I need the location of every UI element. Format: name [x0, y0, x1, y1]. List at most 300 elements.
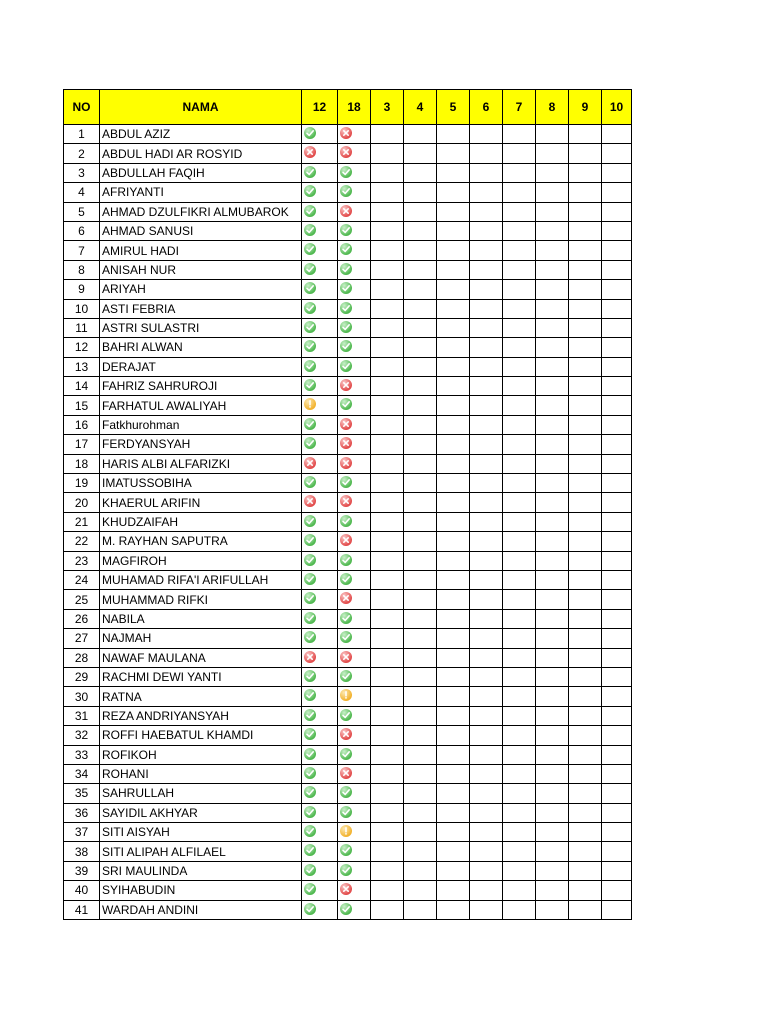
empty-cell[interactable]	[404, 357, 437, 376]
empty-cell[interactable]	[437, 764, 470, 783]
empty-cell[interactable]	[470, 667, 503, 686]
empty-cell[interactable]	[503, 609, 536, 628]
empty-cell[interactable]	[437, 163, 470, 182]
empty-cell[interactable]	[437, 551, 470, 570]
empty-cell[interactable]	[602, 512, 632, 531]
empty-cell[interactable]	[404, 881, 437, 900]
empty-cell[interactable]	[371, 396, 404, 415]
empty-cell[interactable]	[470, 299, 503, 318]
empty-cell[interactable]	[602, 144, 632, 163]
empty-cell[interactable]	[404, 183, 437, 202]
empty-cell[interactable]	[503, 241, 536, 260]
empty-cell[interactable]	[602, 318, 632, 337]
empty-cell[interactable]	[437, 183, 470, 202]
empty-cell[interactable]	[569, 764, 602, 783]
empty-cell[interactable]	[569, 493, 602, 512]
empty-cell[interactable]	[470, 648, 503, 667]
empty-cell[interactable]	[470, 784, 503, 803]
empty-cell[interactable]	[602, 338, 632, 357]
empty-cell[interactable]	[503, 183, 536, 202]
empty-cell[interactable]	[569, 125, 602, 144]
empty-cell[interactable]	[503, 900, 536, 919]
empty-cell[interactable]	[602, 823, 632, 842]
empty-cell[interactable]	[404, 842, 437, 861]
empty-cell[interactable]	[602, 648, 632, 667]
empty-cell[interactable]	[404, 454, 437, 473]
empty-cell[interactable]	[602, 784, 632, 803]
empty-cell[interactable]	[536, 493, 569, 512]
empty-cell[interactable]	[536, 163, 569, 182]
empty-cell[interactable]	[569, 861, 602, 880]
empty-cell[interactable]	[503, 396, 536, 415]
empty-cell[interactable]	[602, 532, 632, 551]
empty-cell[interactable]	[470, 842, 503, 861]
empty-cell[interactable]	[371, 803, 404, 822]
empty-cell[interactable]	[371, 764, 404, 783]
empty-cell[interactable]	[503, 667, 536, 686]
empty-cell[interactable]	[536, 512, 569, 531]
empty-cell[interactable]	[536, 784, 569, 803]
empty-cell[interactable]	[602, 474, 632, 493]
empty-cell[interactable]	[569, 357, 602, 376]
empty-cell[interactable]	[569, 842, 602, 861]
empty-cell[interactable]	[371, 357, 404, 376]
empty-cell[interactable]	[503, 493, 536, 512]
empty-cell[interactable]	[371, 512, 404, 531]
empty-cell[interactable]	[536, 318, 569, 337]
empty-cell[interactable]	[437, 221, 470, 240]
empty-cell[interactable]	[602, 299, 632, 318]
empty-cell[interactable]	[404, 803, 437, 822]
empty-cell[interactable]	[404, 163, 437, 182]
empty-cell[interactable]	[371, 493, 404, 512]
empty-cell[interactable]	[536, 144, 569, 163]
empty-cell[interactable]	[371, 706, 404, 725]
empty-cell[interactable]	[470, 590, 503, 609]
empty-cell[interactable]	[437, 338, 470, 357]
empty-cell[interactable]	[602, 396, 632, 415]
empty-cell[interactable]	[602, 764, 632, 783]
empty-cell[interactable]	[503, 512, 536, 531]
empty-cell[interactable]	[602, 609, 632, 628]
empty-cell[interactable]	[536, 803, 569, 822]
empty-cell[interactable]	[536, 648, 569, 667]
empty-cell[interactable]	[503, 629, 536, 648]
empty-cell[interactable]	[602, 435, 632, 454]
empty-cell[interactable]	[503, 590, 536, 609]
empty-cell[interactable]	[569, 474, 602, 493]
empty-cell[interactable]	[470, 823, 503, 842]
empty-cell[interactable]	[536, 435, 569, 454]
empty-cell[interactable]	[536, 551, 569, 570]
empty-cell[interactable]	[503, 474, 536, 493]
empty-cell[interactable]	[470, 338, 503, 357]
empty-cell[interactable]	[404, 629, 437, 648]
empty-cell[interactable]	[569, 590, 602, 609]
empty-cell[interactable]	[503, 687, 536, 706]
empty-cell[interactable]	[569, 338, 602, 357]
empty-cell[interactable]	[569, 706, 602, 725]
empty-cell[interactable]	[470, 221, 503, 240]
empty-cell[interactable]	[569, 318, 602, 337]
empty-cell[interactable]	[569, 241, 602, 260]
empty-cell[interactable]	[371, 726, 404, 745]
empty-cell[interactable]	[371, 570, 404, 589]
empty-cell[interactable]	[470, 357, 503, 376]
empty-cell[interactable]	[503, 260, 536, 279]
empty-cell[interactable]	[437, 629, 470, 648]
empty-cell[interactable]	[371, 318, 404, 337]
empty-cell[interactable]	[371, 784, 404, 803]
empty-cell[interactable]	[536, 299, 569, 318]
empty-cell[interactable]	[404, 784, 437, 803]
empty-cell[interactable]	[437, 435, 470, 454]
empty-cell[interactable]	[470, 803, 503, 822]
empty-cell[interactable]	[602, 881, 632, 900]
empty-cell[interactable]	[569, 551, 602, 570]
empty-cell[interactable]	[503, 377, 536, 396]
empty-cell[interactable]	[371, 183, 404, 202]
empty-cell[interactable]	[371, 532, 404, 551]
empty-cell[interactable]	[569, 900, 602, 919]
empty-cell[interactable]	[536, 570, 569, 589]
empty-cell[interactable]	[437, 590, 470, 609]
empty-cell[interactable]	[437, 861, 470, 880]
empty-cell[interactable]	[602, 415, 632, 434]
empty-cell[interactable]	[404, 221, 437, 240]
empty-cell[interactable]	[602, 842, 632, 861]
empty-cell[interactable]	[371, 435, 404, 454]
empty-cell[interactable]	[437, 144, 470, 163]
empty-cell[interactable]	[437, 377, 470, 396]
empty-cell[interactable]	[404, 687, 437, 706]
empty-cell[interactable]	[569, 299, 602, 318]
empty-cell[interactable]	[503, 648, 536, 667]
empty-cell[interactable]	[503, 280, 536, 299]
empty-cell[interactable]	[371, 648, 404, 667]
empty-cell[interactable]	[470, 512, 503, 531]
empty-cell[interactable]	[404, 493, 437, 512]
empty-cell[interactable]	[470, 454, 503, 473]
empty-cell[interactable]	[437, 125, 470, 144]
empty-cell[interactable]	[602, 726, 632, 745]
empty-cell[interactable]	[602, 163, 632, 182]
empty-cell[interactable]	[503, 435, 536, 454]
empty-cell[interactable]	[470, 377, 503, 396]
empty-cell[interactable]	[470, 318, 503, 337]
empty-cell[interactable]	[602, 687, 632, 706]
empty-cell[interactable]	[437, 609, 470, 628]
empty-cell[interactable]	[470, 241, 503, 260]
empty-cell[interactable]	[470, 493, 503, 512]
empty-cell[interactable]	[371, 377, 404, 396]
empty-cell[interactable]	[602, 183, 632, 202]
empty-cell[interactable]	[503, 842, 536, 861]
empty-cell[interactable]	[404, 144, 437, 163]
empty-cell[interactable]	[503, 144, 536, 163]
empty-cell[interactable]	[569, 726, 602, 745]
empty-cell[interactable]	[536, 861, 569, 880]
empty-cell[interactable]	[503, 861, 536, 880]
empty-cell[interactable]	[404, 609, 437, 628]
empty-cell[interactable]	[470, 745, 503, 764]
empty-cell[interactable]	[536, 726, 569, 745]
empty-cell[interactable]	[536, 823, 569, 842]
empty-cell[interactable]	[437, 299, 470, 318]
empty-cell[interactable]	[371, 823, 404, 842]
empty-cell[interactable]	[569, 415, 602, 434]
empty-cell[interactable]	[503, 415, 536, 434]
empty-cell[interactable]	[437, 396, 470, 415]
empty-cell[interactable]	[437, 532, 470, 551]
empty-cell[interactable]	[503, 338, 536, 357]
empty-cell[interactable]	[602, 551, 632, 570]
empty-cell[interactable]	[602, 377, 632, 396]
empty-cell[interactable]	[470, 551, 503, 570]
empty-cell[interactable]	[602, 357, 632, 376]
empty-cell[interactable]	[503, 784, 536, 803]
empty-cell[interactable]	[437, 745, 470, 764]
empty-cell[interactable]	[569, 803, 602, 822]
empty-cell[interactable]	[404, 667, 437, 686]
empty-cell[interactable]	[404, 280, 437, 299]
empty-cell[interactable]	[569, 745, 602, 764]
empty-cell[interactable]	[470, 202, 503, 221]
empty-cell[interactable]	[404, 570, 437, 589]
empty-cell[interactable]	[437, 241, 470, 260]
empty-cell[interactable]	[602, 202, 632, 221]
empty-cell[interactable]	[404, 125, 437, 144]
empty-cell[interactable]	[602, 803, 632, 822]
empty-cell[interactable]	[371, 745, 404, 764]
empty-cell[interactable]	[371, 221, 404, 240]
empty-cell[interactable]	[404, 435, 437, 454]
empty-cell[interactable]	[536, 687, 569, 706]
empty-cell[interactable]	[404, 260, 437, 279]
empty-cell[interactable]	[371, 415, 404, 434]
empty-cell[interactable]	[503, 570, 536, 589]
empty-cell[interactable]	[536, 842, 569, 861]
empty-cell[interactable]	[371, 474, 404, 493]
empty-cell[interactable]	[602, 570, 632, 589]
empty-cell[interactable]	[602, 745, 632, 764]
empty-cell[interactable]	[371, 163, 404, 182]
empty-cell[interactable]	[437, 493, 470, 512]
empty-cell[interactable]	[437, 842, 470, 861]
empty-cell[interactable]	[437, 687, 470, 706]
empty-cell[interactable]	[503, 881, 536, 900]
empty-cell[interactable]	[536, 532, 569, 551]
empty-cell[interactable]	[437, 784, 470, 803]
empty-cell[interactable]	[536, 590, 569, 609]
empty-cell[interactable]	[371, 299, 404, 318]
empty-cell[interactable]	[569, 512, 602, 531]
empty-cell[interactable]	[371, 687, 404, 706]
empty-cell[interactable]	[404, 241, 437, 260]
empty-cell[interactable]	[371, 202, 404, 221]
empty-cell[interactable]	[371, 609, 404, 628]
empty-cell[interactable]	[536, 474, 569, 493]
empty-cell[interactable]	[404, 823, 437, 842]
empty-cell[interactable]	[602, 590, 632, 609]
empty-cell[interactable]	[437, 280, 470, 299]
empty-cell[interactable]	[536, 415, 569, 434]
empty-cell[interactable]	[536, 396, 569, 415]
empty-cell[interactable]	[602, 900, 632, 919]
empty-cell[interactable]	[470, 260, 503, 279]
empty-cell[interactable]	[470, 125, 503, 144]
empty-cell[interactable]	[404, 415, 437, 434]
empty-cell[interactable]	[404, 764, 437, 783]
empty-cell[interactable]	[437, 318, 470, 337]
empty-cell[interactable]	[569, 377, 602, 396]
empty-cell[interactable]	[536, 706, 569, 725]
empty-cell[interactable]	[536, 377, 569, 396]
empty-cell[interactable]	[371, 280, 404, 299]
empty-cell[interactable]	[470, 726, 503, 745]
empty-cell[interactable]	[569, 648, 602, 667]
empty-cell[interactable]	[602, 125, 632, 144]
empty-cell[interactable]	[437, 648, 470, 667]
empty-cell[interactable]	[569, 667, 602, 686]
empty-cell[interactable]	[371, 125, 404, 144]
empty-cell[interactable]	[371, 881, 404, 900]
empty-cell[interactable]	[503, 532, 536, 551]
empty-cell[interactable]	[569, 396, 602, 415]
empty-cell[interactable]	[569, 183, 602, 202]
empty-cell[interactable]	[602, 667, 632, 686]
empty-cell[interactable]	[470, 900, 503, 919]
empty-cell[interactable]	[602, 629, 632, 648]
empty-cell[interactable]	[470, 415, 503, 434]
empty-cell[interactable]	[470, 532, 503, 551]
empty-cell[interactable]	[536, 745, 569, 764]
empty-cell[interactable]	[503, 202, 536, 221]
empty-cell[interactable]	[569, 260, 602, 279]
empty-cell[interactable]	[602, 260, 632, 279]
empty-cell[interactable]	[536, 454, 569, 473]
empty-cell[interactable]	[371, 551, 404, 570]
empty-cell[interactable]	[371, 260, 404, 279]
empty-cell[interactable]	[569, 221, 602, 240]
empty-cell[interactable]	[602, 280, 632, 299]
empty-cell[interactable]	[503, 454, 536, 473]
empty-cell[interactable]	[536, 667, 569, 686]
empty-cell[interactable]	[602, 454, 632, 473]
empty-cell[interactable]	[470, 861, 503, 880]
empty-cell[interactable]	[569, 823, 602, 842]
empty-cell[interactable]	[371, 241, 404, 260]
empty-cell[interactable]	[503, 221, 536, 240]
empty-cell[interactable]	[503, 299, 536, 318]
empty-cell[interactable]	[470, 396, 503, 415]
empty-cell[interactable]	[602, 241, 632, 260]
empty-cell[interactable]	[569, 532, 602, 551]
empty-cell[interactable]	[404, 338, 437, 357]
empty-cell[interactable]	[569, 144, 602, 163]
empty-cell[interactable]	[536, 357, 569, 376]
empty-cell[interactable]	[437, 881, 470, 900]
empty-cell[interactable]	[404, 648, 437, 667]
empty-cell[interactable]	[536, 881, 569, 900]
empty-cell[interactable]	[404, 512, 437, 531]
empty-cell[interactable]	[371, 144, 404, 163]
empty-cell[interactable]	[437, 706, 470, 725]
empty-cell[interactable]	[503, 706, 536, 725]
empty-cell[interactable]	[503, 357, 536, 376]
empty-cell[interactable]	[569, 202, 602, 221]
empty-cell[interactable]	[569, 280, 602, 299]
empty-cell[interactable]	[470, 687, 503, 706]
empty-cell[interactable]	[503, 551, 536, 570]
empty-cell[interactable]	[569, 163, 602, 182]
empty-cell[interactable]	[536, 202, 569, 221]
empty-cell[interactable]	[371, 842, 404, 861]
empty-cell[interactable]	[437, 900, 470, 919]
empty-cell[interactable]	[536, 764, 569, 783]
empty-cell[interactable]	[503, 823, 536, 842]
empty-cell[interactable]	[404, 861, 437, 880]
empty-cell[interactable]	[602, 493, 632, 512]
empty-cell[interactable]	[437, 726, 470, 745]
empty-cell[interactable]	[437, 474, 470, 493]
empty-cell[interactable]	[404, 396, 437, 415]
empty-cell[interactable]	[371, 861, 404, 880]
empty-cell[interactable]	[470, 764, 503, 783]
empty-cell[interactable]	[371, 338, 404, 357]
empty-cell[interactable]	[404, 900, 437, 919]
empty-cell[interactable]	[569, 454, 602, 473]
empty-cell[interactable]	[404, 318, 437, 337]
empty-cell[interactable]	[470, 183, 503, 202]
empty-cell[interactable]	[569, 881, 602, 900]
empty-cell[interactable]	[371, 590, 404, 609]
empty-cell[interactable]	[536, 338, 569, 357]
empty-cell[interactable]	[503, 745, 536, 764]
empty-cell[interactable]	[569, 629, 602, 648]
empty-cell[interactable]	[470, 474, 503, 493]
empty-cell[interactable]	[404, 377, 437, 396]
empty-cell[interactable]	[470, 629, 503, 648]
empty-cell[interactable]	[536, 183, 569, 202]
empty-cell[interactable]	[437, 415, 470, 434]
empty-cell[interactable]	[503, 803, 536, 822]
empty-cell[interactable]	[404, 590, 437, 609]
empty-cell[interactable]	[536, 629, 569, 648]
empty-cell[interactable]	[536, 260, 569, 279]
empty-cell[interactable]	[437, 454, 470, 473]
empty-cell[interactable]	[536, 900, 569, 919]
empty-cell[interactable]	[470, 280, 503, 299]
empty-cell[interactable]	[470, 435, 503, 454]
empty-cell[interactable]	[536, 221, 569, 240]
empty-cell[interactable]	[503, 726, 536, 745]
empty-cell[interactable]	[437, 803, 470, 822]
empty-cell[interactable]	[536, 125, 569, 144]
empty-cell[interactable]	[470, 570, 503, 589]
empty-cell[interactable]	[404, 726, 437, 745]
empty-cell[interactable]	[503, 125, 536, 144]
empty-cell[interactable]	[404, 474, 437, 493]
empty-cell[interactable]	[536, 280, 569, 299]
empty-cell[interactable]	[371, 900, 404, 919]
empty-cell[interactable]	[437, 823, 470, 842]
empty-cell[interactable]	[371, 667, 404, 686]
empty-cell[interactable]	[371, 454, 404, 473]
empty-cell[interactable]	[437, 570, 470, 589]
empty-cell[interactable]	[470, 163, 503, 182]
empty-cell[interactable]	[404, 745, 437, 764]
